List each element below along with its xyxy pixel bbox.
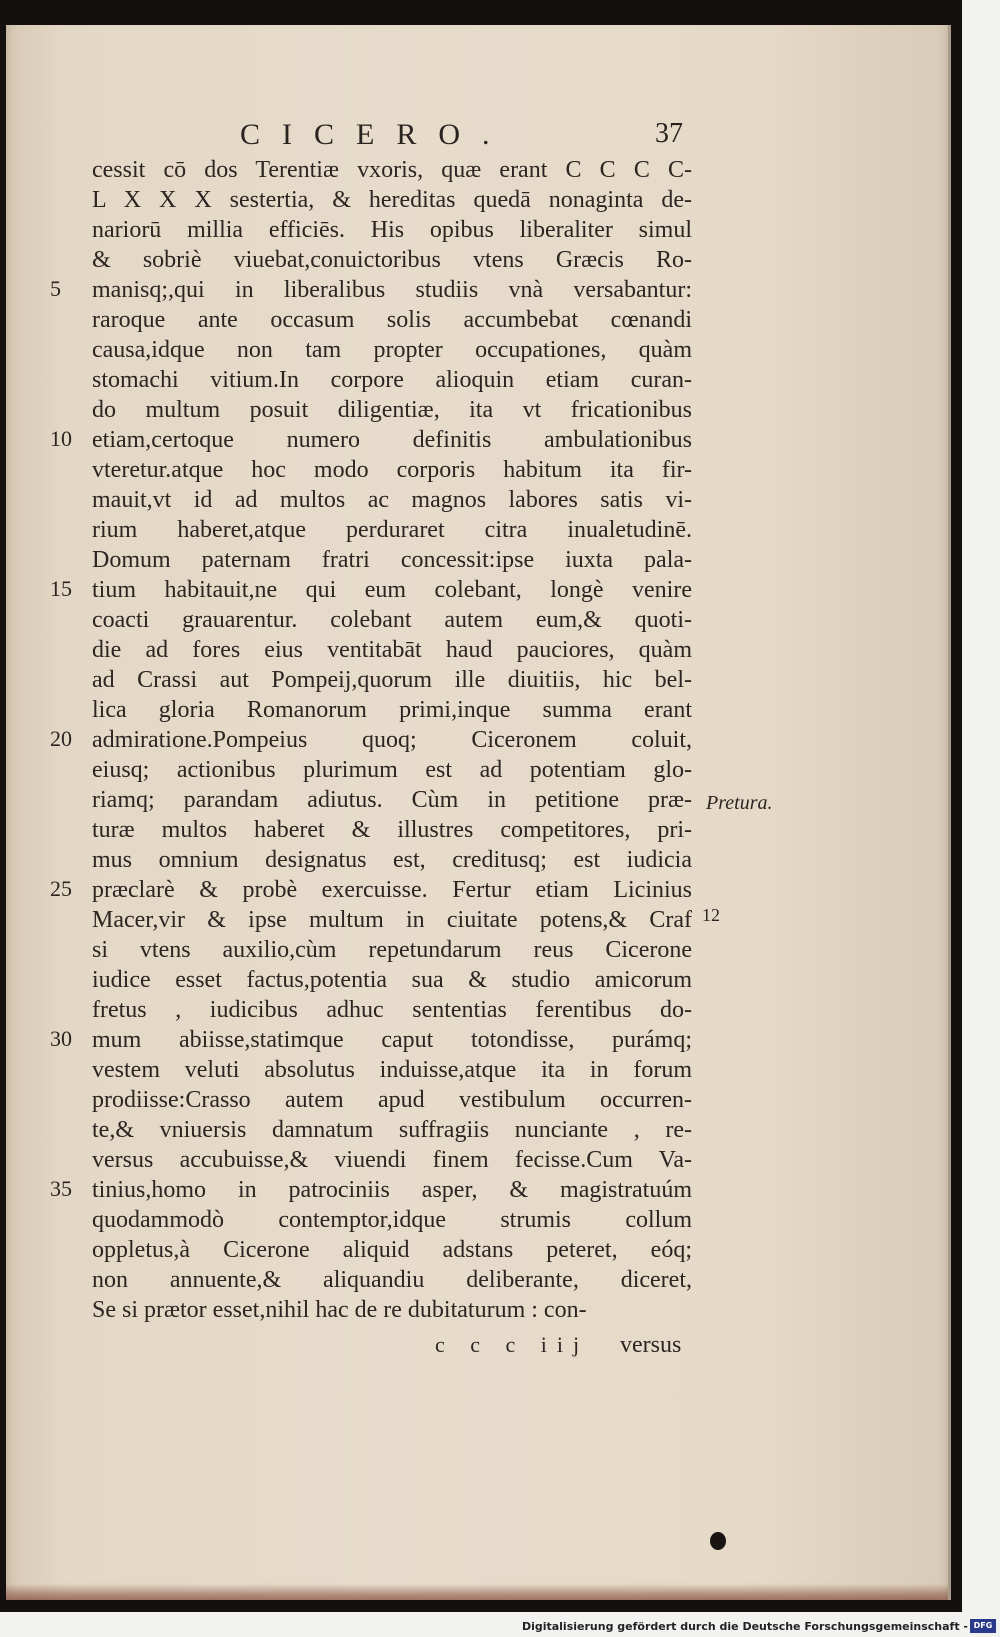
text-line: vestem veluti absolutus induisse,atque ita in forum [92,1057,692,1083]
text-line: & sobriè viuebat,conuictoribus vtens Græcis Ro- [92,247,692,273]
line-number: 15 [50,576,72,601]
text-line: te,& vniuersis damnatum suffragiis nunciante , re- [92,1117,692,1143]
running-head: CICERO. [240,118,512,151]
catchword: versus [620,1332,682,1358]
text-line: ad Crassi aut Pompeij,quorum ille diuitiis, hic bel- [92,667,692,693]
text-line: coacti grauarentur. colebant autem eum,& quoti- [92,607,692,633]
line-number: 30 [50,1026,72,1051]
text-line: riamq; parandam adiutus. Cùm in petitione præ- [92,787,692,813]
text-line: prodiisse:Crasso autem apud vestibulum occurren- [92,1087,692,1113]
page-number: 37 [655,118,683,149]
text-line: tium habitauit,ne qui eum colebant, longè venire [92,577,692,603]
text-line: vteretur.atque hoc modo corporis habitum ita fir- [92,457,692,483]
text-line: mum abiisse,statimque caput totondisse, purámq; [92,1027,692,1053]
text-line: mus omnium designatus est, creditusq; est iudicia [92,847,692,873]
footer-credit: Digitalisierung gefördert durch die Deutsche Forschungsgemeinschaft - [521,1620,968,1633]
text-line: iudice esset factus,potentia sua & studio amicorum [92,967,692,993]
text-line: tinius,homo in patrociniis asper, & magistratuúm [92,1177,692,1203]
text-line: fretus , iudicibus adhuc sententias ferentibus do- [92,997,692,1023]
text-line: rium haberet,atque perduraret citra inualetudinē. [92,517,692,543]
text-line: nariorū millia efficiēs. His opibus liberaliter simul [92,217,692,243]
text-line: manisq;,qui in liberalibus studiis vnà versabantur: [92,277,692,303]
line-number: 20 [50,726,72,751]
text-line: quodammodò contemptor,idque strumis collum [92,1207,692,1233]
text-line: versus accubuisse,& viuendi finem fecisse.Cum Va- [92,1147,692,1173]
signature-mark: c c c iij [435,1332,590,1357]
dfg-logo: DFG [970,1619,996,1633]
line-number: 25 [50,876,72,901]
text-line: raroque ante occasum solis accumbebat cœnandi [92,307,692,333]
text-line: non annuente,& aliquandiu deliberante, diceret, [92,1267,692,1293]
text-line: cessit cō dos Terentiæ vxoris, quæ erant C C C C- [92,157,692,183]
line-number: 5 [50,276,61,301]
text-line: lica gloria Romanorum primi,inque summa erant [92,697,692,723]
line-number: 35 [50,1176,72,1201]
text-line: do multum posuit diligentiæ, ita vt fricationibus [92,397,692,423]
page-edge-stain [6,1584,948,1600]
ink-blot [710,1532,726,1550]
text-line: admiratione.Pompeius quoq; Ciceronem coluit, [92,727,692,753]
text-line: causa,idque non tam propter occupationes, quàm [92,337,692,363]
text-line: si vtens auxilio,cùm repetundarum reus Cicerone [92,937,692,963]
text-line: Domum paternam fratri concessit:ipse iuxta pala- [92,547,692,573]
text-line: mauit,vt id ad multos ac magnos labores satis vi- [92,487,692,513]
text-line: Macer,vir & ipse multum in ciuitate potens,& Craf [92,907,692,933]
text-line: turæ multos haberet & illustres competitores, pri- [92,817,692,843]
text-line: stomachi vitium.In corpore alioquin etiam curan- [92,367,692,393]
text-line: præclarè & probè exercuisse. Fertur etiam Licinius [92,877,692,903]
text-line: oppletus,à Cicerone aliquid adstans peteret, eóq; [92,1237,692,1263]
text-line: L X X X sestertia, & hereditas quedā nonaginta de- [92,187,692,213]
text-line: Se si prætor esset,nihil hac de re dubitaturum : con- [92,1297,587,1323]
text-line: eiusq; actionibus plurimum est ad potentiam glo- [92,757,692,783]
text-line: die ad fores eius ventitabāt haud pauciores, quàm [92,637,692,663]
marginal-note: Pretura. [706,792,773,814]
body-text [92,155,692,1325]
line-number: 10 [50,426,72,451]
marginal-number: 12 [702,905,720,925]
text-line: etiam,certoque numero definitis ambulationibus [92,427,692,453]
